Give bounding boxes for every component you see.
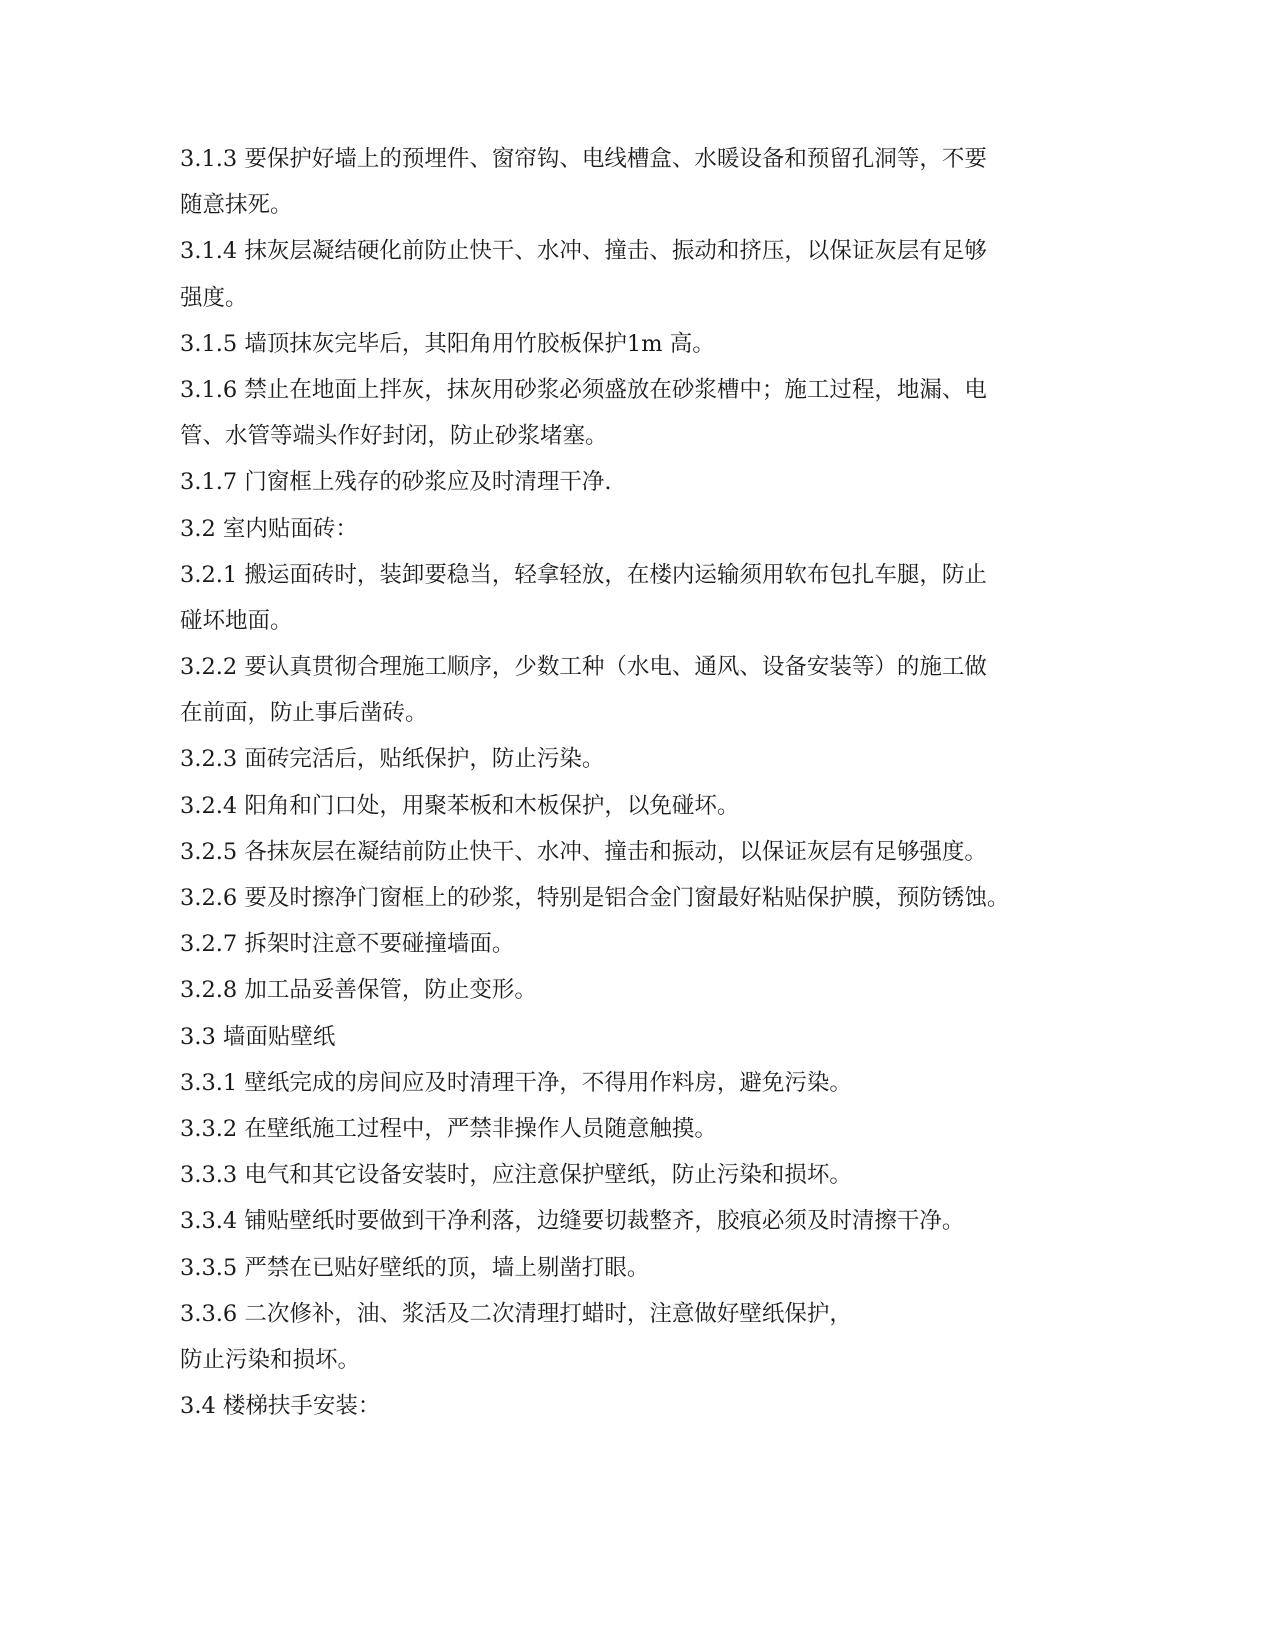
section-heading: 3.3 墙面贴壁纸 bbox=[180, 1023, 336, 1050]
text-line: 强度。 bbox=[180, 284, 248, 311]
text-line: 3.1.3 要保护好墙上的预埋件、窗帘钩、电线槽盒、水暖设备和预留孔洞等，不要 bbox=[180, 146, 987, 172]
document-body bbox=[180, 142, 1060, 1435]
text-line: 3.3.5 严禁在已贴好壁纸的顶，墙上剔凿打眼。 bbox=[180, 1254, 650, 1281]
text-line: 3.2.4 阳角和门口处，用聚苯板和木板保护，以免碰坏。 bbox=[180, 792, 740, 819]
text-line: 3.2.5 各抹灰层在凝结前防止快干、水冲、撞击和振动，以保证灰层有足够强度。 bbox=[180, 838, 987, 865]
section-heading: 3.2 室内贴面砖： bbox=[180, 515, 358, 542]
text-line: 3.3.3 电气和其它设备安装时，应注意保护壁纸，防止污染和损坏。 bbox=[180, 1162, 852, 1189]
text-line: 3.3.1 壁纸完成的房间应及时清理干净，不得用作料房，避免污染。 bbox=[180, 1069, 852, 1096]
text-line: 管、水管等端头作好封闭，防止砂浆堵塞。 bbox=[180, 423, 608, 450]
text-line: 3.2.3 面砖完活后，贴纸保护，防止污染。 bbox=[180, 746, 605, 773]
text-line: 3.1.7 门窗框上残存的砂浆应及时清理干净. bbox=[180, 469, 612, 496]
text-line: 3.2.6 要及时擦净门窗框上的砂浆，特别是铝合金门窗最好粘贴保护膜，预防锈蚀。 bbox=[180, 885, 1010, 911]
text-line: 3.1.4 抹灰层凝结硬化前防止快干、水冲、撞击、振动和挤压，以保证灰层有足够 bbox=[180, 238, 987, 265]
text-line: 3.2.1 搬运面砖时，装卸要稳当，轻拿轻放，在楼内运输须用软布包扎车腿，防止 bbox=[180, 561, 987, 588]
text-line: 在前面，防止事后凿砖。 bbox=[180, 700, 428, 727]
text-line: 防止污染和损坏。 bbox=[180, 1346, 361, 1373]
text-line: 碰坏地面。 bbox=[180, 607, 293, 634]
text-line: 3.3.2 在壁纸施工过程中，严禁非操作人员随意触摸。 bbox=[180, 1115, 717, 1142]
text-line: 3.2.7 拆架时注意不要碰撞墙面。 bbox=[180, 931, 515, 958]
text-line: 3.3.4 铺贴壁纸时要做到干净利落，边缝要切裁整齐，胶痕必须及时清擦干净。 bbox=[180, 1208, 965, 1235]
text-line: 3.2.2 要认真贯彻合理施工顺序，少数工种（水电、通风、设备安装等）的施工做 bbox=[180, 654, 987, 681]
text-line: 3.2.8 加工品妥善保管，防止变形。 bbox=[180, 977, 537, 1004]
text-line: 3.1.5 墙顶抹灰完毕后，其阳角用竹胶板保护1m 高。 bbox=[180, 330, 715, 357]
section-heading: 3.4 楼梯扶手安装： bbox=[180, 1393, 381, 1420]
text-line: 3.1.6 禁止在地面上拌灰，抹灰用砂浆必须盛放在砂浆槽中；施工过程，地漏、电 bbox=[180, 376, 987, 403]
text-line: 随意抹死。 bbox=[180, 192, 293, 219]
text-line: 3.3.6 二次修补，油、浆活及二次清理打蜡时，注意做好壁纸保护， bbox=[180, 1300, 852, 1327]
